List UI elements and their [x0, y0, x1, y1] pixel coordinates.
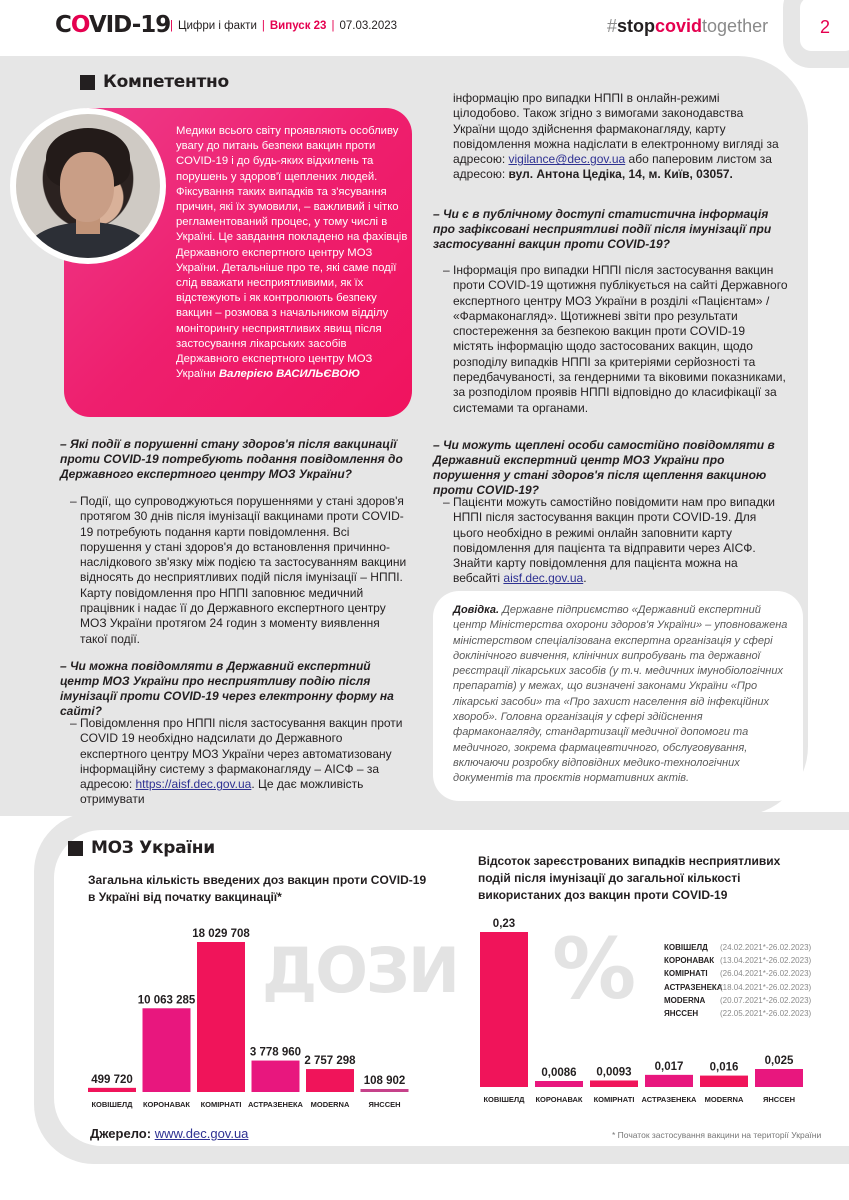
- aisf-link[interactable]: https://aisf.dec.gov.ua: [135, 777, 252, 792]
- bar-астразенека: [252, 1061, 300, 1092]
- answer-1: – Події, що супроводжуються порушеннями у стані здоров'я протягом 30 днів після імунізації вакцинами проти COVID-19 потребують подання карти повідомлення. Всі порушення у стані здоров'я до встановлення причинно-наслідкового зв'язку між подією та застосуванням вакцини відносять до несприятливих подій після імунізації – НППІ. Карту повідомлення про НППІ заповнює медичний працівник і надає її до Державного експертного центру МОЗ України протягом 24 годин з моменту виявлення такої події.: [70, 494, 407, 646]
- legend-row: КОРОНАВАК (13.04.2021*-26.02.2023): [664, 956, 812, 966]
- legend-row: КОМІРНАТІ (26.04.2021*-26.02.2023): [664, 969, 812, 979]
- bar-янссен: [361, 1089, 409, 1092]
- source-link[interactable]: www.dec.gov.ua: [154, 1126, 249, 1141]
- square-bullet-icon: [80, 75, 95, 90]
- doses-watermark: ДОЗИ: [262, 934, 458, 1007]
- postal-address: вул. Антона Цедіка, 14, м. Київ, 03057.: [508, 167, 733, 182]
- section-title-competent: Компетентно: [80, 72, 229, 92]
- page-number-tab: [783, 0, 849, 68]
- bar-ковішелд: [480, 932, 528, 1087]
- percent-chart-title: Відсоток зареєстрованих випадків несприятливих подій після імунізації до загальної кількості використаних доз вакцин проти COVID-19: [478, 854, 781, 902]
- answer-2-continued: інформацію про випадки НППІ в онлайн-режимі цілодобово. Також згідно з вимогами законодавства України щодо здійснення фармаконагляду, карту повідомлення можна надіслати в електронному вигляді за адресою: vigilance@dec.gov.ua або паперовим листом за адресою: вул. Антона Цедіка, 14, м. Київ, 03057.: [453, 91, 779, 182]
- bar-value-label: 0,0086: [541, 1067, 577, 1079]
- bar-астразенека: [645, 1075, 693, 1087]
- virus-icon: O: [70, 12, 89, 38]
- question-4: – Чи можуть щеплені особи самостійно повідомляти в Державний експертний центр МОЗ України про порушення у стані здоров'я після щеплення вакциною проти COVID-19?: [433, 438, 775, 497]
- bar-коронавак: [535, 1081, 583, 1087]
- source: Джерело: www.dec.gov.ua: [90, 1126, 249, 1141]
- category-tick-label: АСТРАЗЕНЕКА: [641, 1095, 697, 1104]
- category-tick-label: КОРОНАВАК: [535, 1095, 583, 1104]
- bar-коронавак: [143, 1008, 191, 1092]
- bar-value-label: 0,016: [709, 1061, 739, 1074]
- section-title-moz: МОЗ України: [68, 838, 215, 858]
- issue-number: Випуск 23: [269, 20, 327, 32]
- category-tick-label: КОРОНАВАК: [142, 1100, 191, 1109]
- bar-комірнаті: [590, 1080, 638, 1087]
- reference-note: Довідка. Державне підприємство «Державний експертний центр Міністерства охорони здоров'я України» – уповноважена міністерством спеціалізована експертна організація у сфері доклінічного вивчення, клінічних випробувань та державної реєстрації лікарських засобів (у т.ч. медичних імунобіологічних препаратів) у межах, що визначені законами України «Про лікарські засоби» та «Про захист населення від інфекційних хвороб». Головна організація у сфері здійснення фармаконагляду, стандартизації медичної допомоги та медичного, зокрема фармацевтичного, обслуговування, включаючи розробку відповідних медико-технологічних документів та проєктів нормативних актів.: [453, 604, 788, 785]
- bar-moderna: [700, 1076, 748, 1087]
- legend-row: ЯНССЕН (22.05.2021*-26.02.2023): [664, 1009, 812, 1019]
- category-tick-label: КОМІРНАТІ: [593, 1095, 635, 1104]
- avatar-photo: [16, 114, 160, 258]
- category-tick-label: АСТРАЗЕНЕКА: [248, 1100, 303, 1109]
- square-bullet-icon: [68, 841, 83, 856]
- interviewee-name: Валерією ВАСИЛЬЄВОЮ: [219, 368, 360, 381]
- vaccine-period-legend: [664, 941, 811, 1020]
- bar-value-label: 499 720: [91, 1073, 133, 1086]
- category-tick-label: КОМІРНАТІ: [200, 1100, 242, 1109]
- question-2: – Чи можна повідомляти в Державний експертний центр МОЗ України про несприятливу подію після імунізації проти COVID-19 через електронну форму на сайті?: [60, 659, 394, 718]
- vigilance-email-link[interactable]: vigilance@dec.gov.ua: [508, 152, 626, 167]
- legend-row: АСТРАЗЕНЕКА (18.04.2021*-26.02.2023): [664, 982, 812, 992]
- intro-text: Медики всього світу проявляють особливу увагу до питань безпеки вакцин проти COVID-19 і до будь-яких відхилень та порушень у здоров'ї щеплених людей. Фіксування таких випадків та з'ясування причин, які їх зумовили, – важливий і чітко регламентований процес, у тому числі в Україні. Це завдання покладено на фахівців Державного експертного центру МОЗ України. Детальніше про те, які саме події слід вважати несприятливими, як їх відстежують і як контролюють безпеку вакцин – розмова з начальником відділу моніторингу несприятливих явищ після застосування лікарських засобів Державного експертного центру МОЗ України Валерією ВАСИЛЬЄВОЮ: [176, 125, 408, 381]
- bar-value-label: 0,23: [492, 918, 516, 930]
- hashtag: #stopcovidtogether: [607, 16, 769, 36]
- issue-date: 07.03.2023: [339, 20, 398, 32]
- category-tick-label: MODERNA: [704, 1095, 744, 1104]
- publication-meta: | Цифри і факти | Випуск 23 | 07.03.2023: [170, 20, 398, 32]
- covid19-logo: COVID-19: [55, 12, 171, 38]
- answer-3: – Інформація про випадки НППІ після застосування вакцин проти COVID-19 щотижня публікується на сайті Державного експертного центру МОЗ України в розділі «Пацієнтам» / «Фармаконагляд». Щотижневі звіти про результати спостереження за безпекою вакцин проти COVID-19 містять інформацію щодо застосованих вакцин, щодо розподілу випадків НППІ за критеріями серйозності та передбачуваності, за гендерними та віковими показниками, за розподілом проявів НППІ відповідно до класифікації за системами та органами.: [443, 263, 788, 415]
- bar-value-label: 10 063 285: [137, 994, 196, 1007]
- page-header: [0, 0, 849, 56]
- bar-value-label: 0,025: [764, 1055, 794, 1067]
- bar-value-label: 108 902: [363, 1075, 406, 1087]
- bar-value-label: 3 778 960: [249, 1046, 302, 1059]
- category-tick-label: ЯНССЕН: [762, 1095, 796, 1104]
- legend-row: КОВІШЕЛД (24.02.2021*-26.02.2023): [664, 943, 812, 952]
- bar-value-label: 2 757 298: [304, 1055, 356, 1068]
- category-tick-label: MODERNA: [310, 1100, 350, 1109]
- question-3: – Чи є в публічному доступі статистична інформація про зафіксовані несприятливі події після імунізації при застосуванні вакцин проти COVID-19?: [433, 207, 772, 251]
- bar-moderna: [306, 1069, 354, 1092]
- answer-2: – Повідомлення про НППІ після застосування вакцин проти COVID 19 необхідно надсилати до Державного експертного центру МОЗ України через автоматизовану інформаційну систему з фармаконагляду – АІСФ – за адресою: https://aisf.dec.gov.ua. Це дає можливість отримувати: [70, 716, 403, 807]
- question-1: – Які події в порушенні стану здоров'я після вакцинації проти COVID-19 потребують подання повідомлення до Державного експертного центру МОЗ України?: [60, 437, 403, 481]
- category-tick-label: КОВІШЕЛД: [91, 1100, 133, 1109]
- percent-watermark: %: [552, 920, 637, 1018]
- doses-chart-title: Загальна кількість введених доз вакцин проти COVID-19 в Україні від початку вакцинації*: [88, 873, 427, 904]
- category-tick-label: КОВІШЕЛД: [483, 1095, 525, 1104]
- footnote: * Початок застосування вакцини на території України: [612, 1130, 822, 1140]
- bar-value-label: 0,0093: [596, 1066, 632, 1079]
- bar-комірнаті: [197, 942, 245, 1092]
- page-number: 2: [820, 17, 831, 37]
- publication-subtitle: Цифри і факти: [178, 20, 257, 32]
- legend-row: MODERNA (20.07.2021*-26.02.2023): [664, 995, 812, 1005]
- aisf-website-link[interactable]: aisf.dec.gov.ua: [503, 571, 584, 586]
- answer-4: – Пацієнти можуть самостійно повідомити нам про випадки НППІ після застосування вакцин проти COVID-19. Для цього необхідно в режимі онлайн заповнити карту повідомлення для пацієнта та відправити через АІСФ. Знайти карту повідомлення для пацієнта можна на вебсайті aisf.dec.gov.ua.: [443, 495, 775, 586]
- doses-bar-chart: [80, 920, 430, 1110]
- category-tick-label: ЯНССЕН: [368, 1100, 401, 1109]
- bar-ковішелд: [88, 1088, 136, 1092]
- bar-value-label: 0,017: [654, 1060, 684, 1073]
- bar-янссен: [755, 1069, 803, 1087]
- bar-value-label: 18 029 708: [192, 928, 250, 940]
